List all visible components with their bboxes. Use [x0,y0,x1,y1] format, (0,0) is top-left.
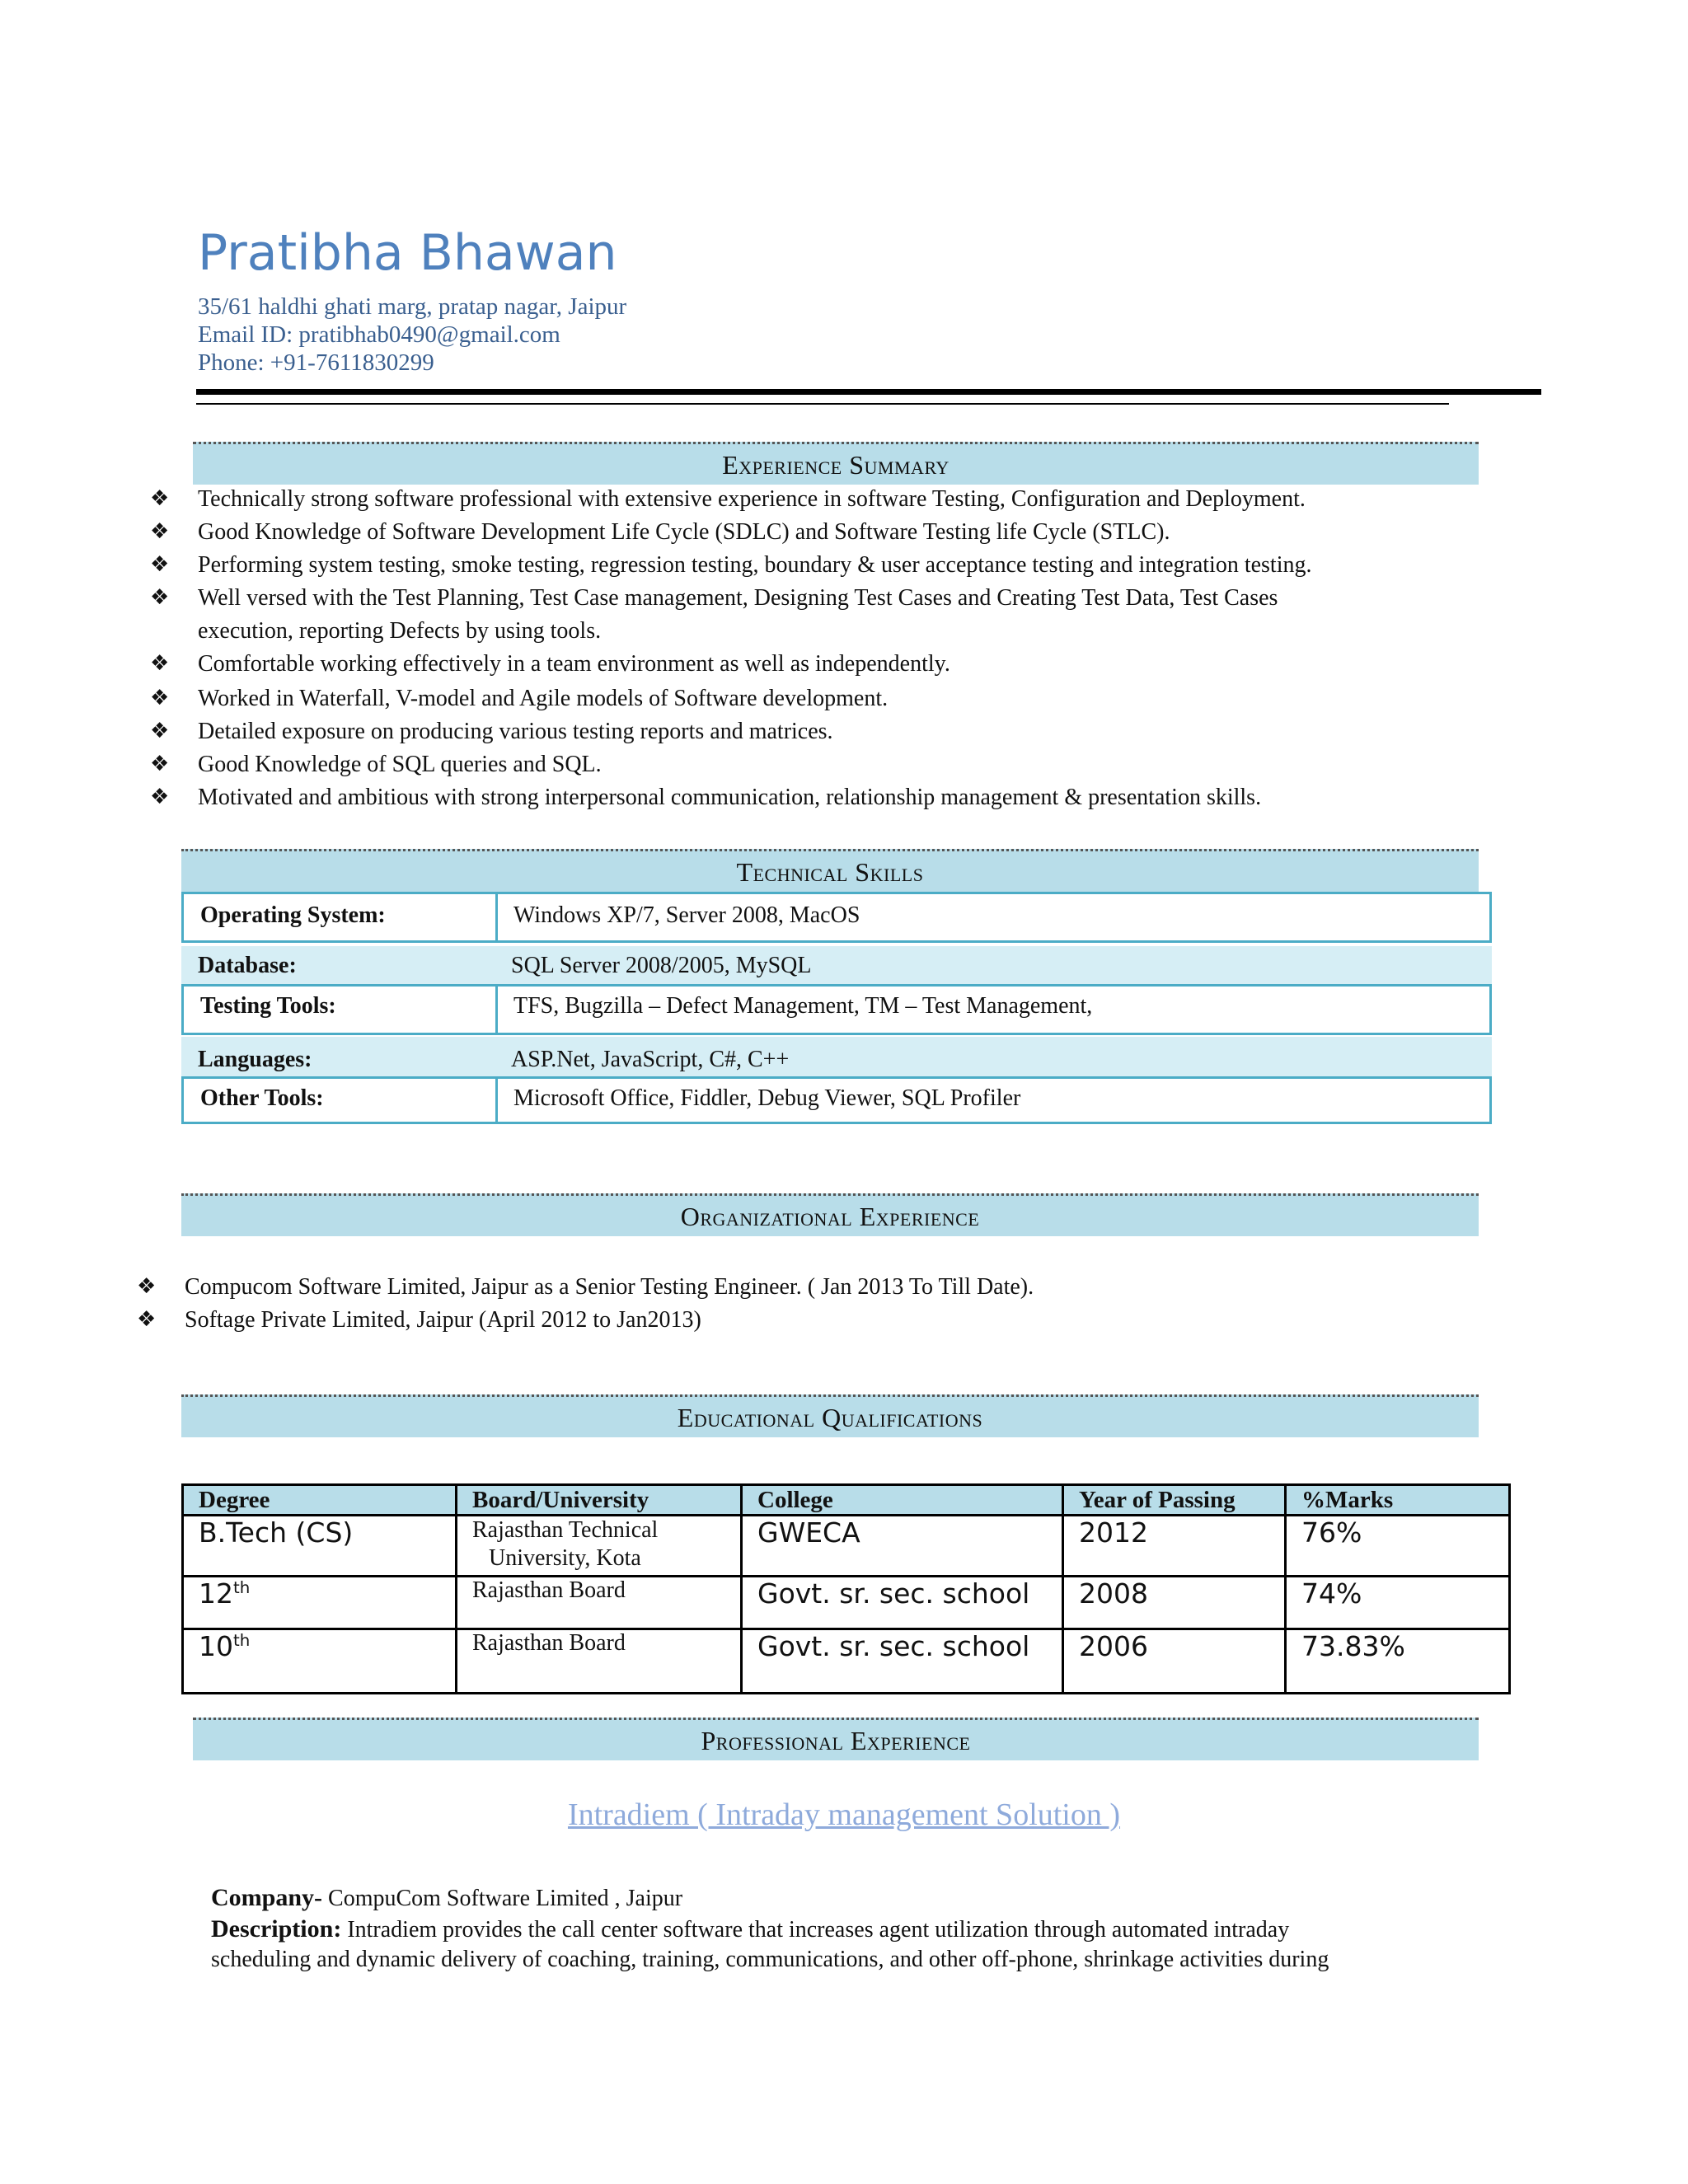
marks-cell: 74% [1286,1577,1510,1629]
skill-divider [495,1076,498,1124]
section-organizational-experience [181,1193,1479,1236]
skill-value: SQL Server 2008/2005, MySQL [511,953,812,978]
bullet-icon: ❖ [137,1307,157,1332]
board-cell: Rajasthan Board [457,1577,742,1629]
degree-cell: 12th [183,1577,457,1629]
year-cell: 2006 [1063,1629,1286,1694]
skill-value: TFS, Bugzilla – Defect Management, TM – Test Management, [513,993,1093,1019]
skill-label: Database: [198,953,297,978]
header-rule-thick [196,389,1541,395]
column-header: Year of Passing [1063,1485,1286,1516]
bullet-icon: ❖ [150,785,170,809]
company-label: Company- [211,1884,323,1911]
table-row [183,1577,1510,1629]
bullet-icon: ❖ [150,686,170,710]
board-cell: Rajasthan Board [457,1629,742,1694]
skill-value: Microsoft Office, Fiddler, Debug Viewer, SQL Profiler [513,1085,1021,1111]
section-title: Organizational Experience [680,1202,980,1231]
bullet-icon: ❖ [150,486,170,511]
column-header: Degree [183,1485,457,1516]
skill-label: Testing Tools: [200,993,336,1019]
section-experience-summary [193,442,1479,485]
bullet-icon: ❖ [150,719,170,743]
description-text: Intradiem provides the call center software that increases agent utilization through automated intraday [341,1917,1290,1943]
column-header: %Marks [1286,1485,1510,1516]
skill-row-languages [181,1037,1492,1080]
email: Email ID: pratibhab0490@gmail.com [198,321,560,348]
column-header: Board/University [457,1485,742,1516]
description-line [211,1915,1289,1943]
column-header: College [742,1485,1063,1516]
company-line [211,1884,682,1912]
degree-cell: 10th [183,1629,457,1694]
college-cell: Govt. sr. sec. school [742,1577,1063,1629]
section-title: Professional Experience [701,1726,971,1755]
section-title: Experience Summary [722,450,950,480]
bullet-icon: ❖ [150,519,170,544]
header-rule-thin [196,403,1449,405]
skill-divider [495,984,498,1035]
skill-label: Other Tools: [200,1085,324,1111]
address: 35/61 haldhi ghati marg, pratap nagar, Jaipur [198,293,627,320]
year-cell: 2008 [1063,1577,1286,1629]
skill-row-database [181,946,1492,989]
section-professional-experience [193,1718,1479,1760]
education-table [181,1483,1511,1694]
company-value: CompuCom Software Limited , Jaipur [322,1886,683,1911]
skill-label: Operating System: [200,902,386,928]
skill-value: ASP.Net, JavaScript, C#, C++ [511,1047,790,1072]
skill-row-other-tools [181,1076,1492,1124]
college-cell: Govt. sr. sec. school [742,1629,1063,1694]
skill-label: Languages: [198,1047,312,1072]
section-title: Educational Qualifications [677,1403,983,1432]
skill-row-testing-tools [181,984,1492,1035]
marks-cell: 76% [1286,1516,1510,1577]
description-line: scheduling and dynamic delivery of coaching, training, communications, and other off-phone, shrinkage activities during [211,1947,1329,1972]
bullet-icon: ❖ [150,552,170,577]
table-header-row [183,1485,1510,1516]
marks-cell: 73.83% [1286,1629,1510,1694]
bullet-icon: ❖ [150,752,170,776]
bullet-icon: ❖ [150,585,170,610]
section-educational-qualifications [181,1394,1479,1437]
table-row [183,1629,1510,1694]
project-title-link[interactable]: Intradiem ( Intraday management Solution ) [567,1797,1121,1832]
year-cell: 2012 [1063,1516,1286,1577]
college-cell: GWECA [742,1516,1063,1577]
skill-value: Windows XP/7, Server 2008, MacOS [513,902,860,928]
bullet-icon: ❖ [137,1274,157,1299]
degree-cell: B.Tech (CS) [183,1516,457,1577]
description-label: Description: [211,1915,342,1943]
skill-divider [495,892,498,943]
bullet-icon: ❖ [150,651,170,676]
candidate-name: Pratibha Bhawan [198,224,617,282]
section-technical-skills [181,849,1479,892]
table-row [183,1516,1510,1577]
board-cell: Rajasthan Technical University, Kota [457,1516,742,1577]
section-title: Technical Skills [736,857,924,887]
skill-row-operating-system [181,892,1492,943]
phone: Phone: +91-7611830299 [198,349,434,376]
